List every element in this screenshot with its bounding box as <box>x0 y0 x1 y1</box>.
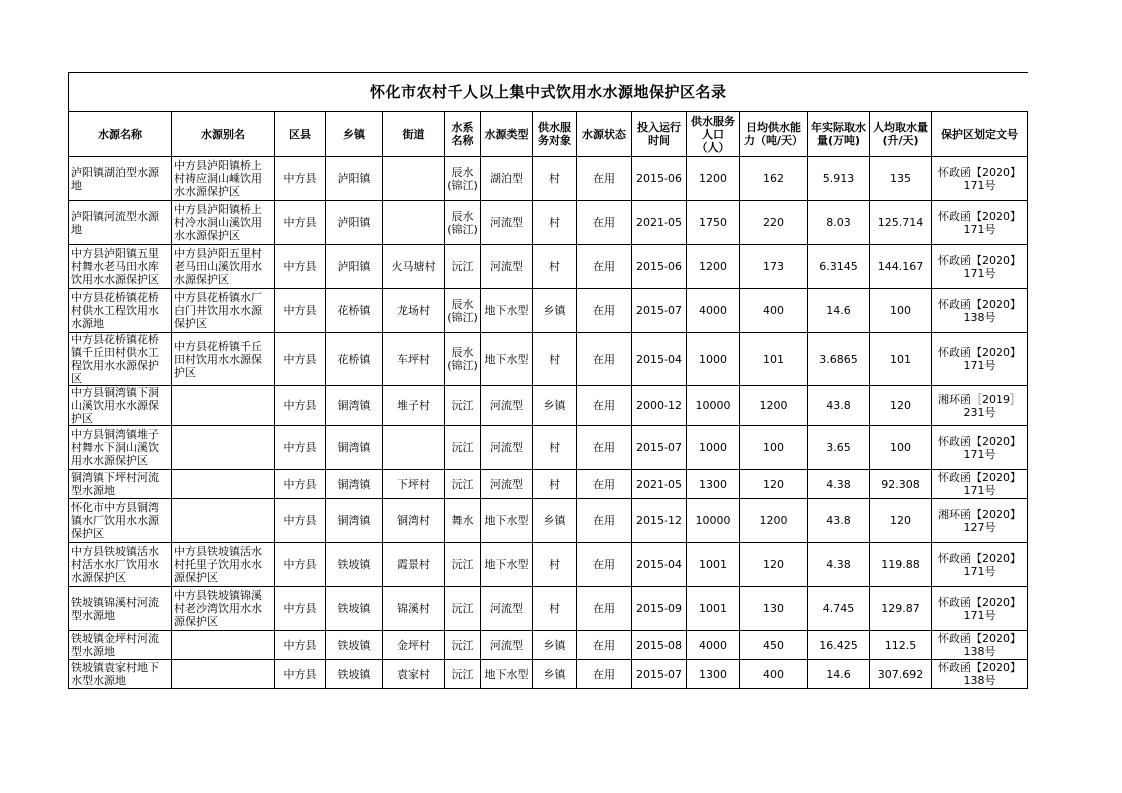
cell-annual: 3.6865 <box>808 333 870 386</box>
cell-date: 2015-12 <box>632 499 687 543</box>
cell-target: 村 <box>533 543 577 587</box>
cell-type: 河流型 <box>481 587 533 631</box>
table-row <box>69 289 1028 333</box>
column-header: 乡镇 <box>326 112 383 157</box>
cell-county: 中方县 <box>275 157 326 201</box>
cell-type: 河流型 <box>481 631 533 660</box>
cell-name: 中方县花桥镇花桥村供水工程饮用水水源地 <box>69 289 172 333</box>
cell-status: 在用 <box>577 660 632 689</box>
cell-percap: 135 <box>870 157 932 201</box>
cell-annual: 16.425 <box>808 631 870 660</box>
cell-street: 霞景村 <box>383 543 445 587</box>
cell-date: 2021-05 <box>632 201 687 245</box>
cell-alias <box>172 499 275 543</box>
cell-town: 花桥镇 <box>326 333 383 386</box>
cell-target: 村 <box>533 470 577 499</box>
table-row <box>69 587 1028 631</box>
cell-status: 在用 <box>577 201 632 245</box>
cell-street: 袁家村 <box>383 660 445 689</box>
cell-name: 中方县泸阳镇五里村舞水老马田水库饮用水水源保护区 <box>69 245 172 289</box>
cell-cap: 120 <box>740 543 808 587</box>
cell-percap: 101 <box>870 333 932 386</box>
table-row <box>69 386 1028 426</box>
column-header: 水源状态 <box>577 112 632 157</box>
cell-town: 铜湾镇 <box>326 499 383 543</box>
cell-date: 2015-07 <box>632 660 687 689</box>
cell-alias <box>172 470 275 499</box>
cell-street: 锦溪村 <box>383 587 445 631</box>
cell-annual: 3.65 <box>808 426 870 470</box>
cell-town: 铁坡镇 <box>326 660 383 689</box>
cell-alias: 中方县泸阳镇桥上村祷应洞山嵊饮用水水源保护区 <box>172 157 275 201</box>
cell-annual: 14.6 <box>808 660 870 689</box>
cell-percap: 125.714 <box>870 201 932 245</box>
cell-river: 沅江 <box>445 426 481 470</box>
table-row <box>69 245 1028 289</box>
cell-type: 地下水型 <box>481 660 533 689</box>
cell-cap: 1200 <box>740 386 808 426</box>
cell-doc: 怀政函【2020】171号 <box>932 470 1028 499</box>
cell-target: 乡镇 <box>533 499 577 543</box>
cell-status: 在用 <box>577 631 632 660</box>
cell-street: 火马塘村 <box>383 245 445 289</box>
cell-annual: 5.913 <box>808 157 870 201</box>
cell-target: 村 <box>533 333 577 386</box>
cell-date: 2000-12 <box>632 386 687 426</box>
cell-annual: 8.03 <box>808 201 870 245</box>
cell-alias <box>172 660 275 689</box>
cell-annual: 14.6 <box>808 289 870 333</box>
cell-county: 中方县 <box>275 289 326 333</box>
cell-doc: 怀政函【2020】138号 <box>932 289 1028 333</box>
cell-name: 铁坡镇袁家村地下水型水源地 <box>69 660 172 689</box>
cell-target: 乡镇 <box>533 631 577 660</box>
column-header: 日均供水能力（吨/天） <box>740 112 808 157</box>
cell-street <box>383 201 445 245</box>
cell-street: 龙场村 <box>383 289 445 333</box>
cell-name: 铁坡镇金坪村河流型水源地 <box>69 631 172 660</box>
cell-status: 在用 <box>577 333 632 386</box>
cell-river: 沅江 <box>445 631 481 660</box>
cell-alias: 中方县泸阳镇桥上村冷水洞山溪饮用水水源保护区 <box>172 201 275 245</box>
cell-town: 泸阳镇 <box>326 245 383 289</box>
cell-status: 在用 <box>577 157 632 201</box>
cell-street: 堆子村 <box>383 386 445 426</box>
cell-target: 乡镇 <box>533 386 577 426</box>
cell-status: 在用 <box>577 245 632 289</box>
cell-name: 铜湾镇下坪村河流型水源地 <box>69 470 172 499</box>
column-header: 供水服务对象 <box>533 112 577 157</box>
cell-doc: 怀政函【2020】171号 <box>932 333 1028 386</box>
cell-status: 在用 <box>577 499 632 543</box>
cell-county: 中方县 <box>275 587 326 631</box>
table-row <box>69 201 1028 245</box>
cell-river: 辰水(锦江) <box>445 289 481 333</box>
cell-status: 在用 <box>577 289 632 333</box>
table-body <box>69 157 1028 689</box>
column-header: 水源名称 <box>69 112 172 157</box>
cell-street: 车坪村 <box>383 333 445 386</box>
table-row <box>69 660 1028 689</box>
cell-pop: 1001 <box>687 587 740 631</box>
cell-annual: 43.8 <box>808 386 870 426</box>
table-row <box>69 157 1028 201</box>
column-header: 投入运行时间 <box>632 112 687 157</box>
cell-alias: 中方县铁坡镇锦溪村老沙湾饮用水水源保护区 <box>172 587 275 631</box>
cell-date: 2015-07 <box>632 289 687 333</box>
cell-alias <box>172 426 275 470</box>
cell-name: 泸阳镇河流型水源地 <box>69 201 172 245</box>
cell-street <box>383 426 445 470</box>
cell-alias: 中方县花桥镇千丘田村饮用水水源保护区 <box>172 333 275 386</box>
cell-pop: 4000 <box>687 289 740 333</box>
cell-pop: 4000 <box>687 631 740 660</box>
cell-cap: 450 <box>740 631 808 660</box>
cell-river: 沅江 <box>445 245 481 289</box>
cell-target: 村 <box>533 426 577 470</box>
table-row <box>69 631 1028 660</box>
cell-county: 中方县 <box>275 543 326 587</box>
cell-target: 村 <box>533 201 577 245</box>
cell-river: 沅江 <box>445 587 481 631</box>
cell-type: 河流型 <box>481 201 533 245</box>
cell-percap: 120 <box>870 499 932 543</box>
cell-date: 2015-04 <box>632 543 687 587</box>
cell-town: 铜湾镇 <box>326 386 383 426</box>
cell-type: 地下水型 <box>481 543 533 587</box>
cell-doc: 湘环函【2020】127号 <box>932 499 1028 543</box>
column-header: 保护区划定文号 <box>932 112 1028 157</box>
cell-name: 中方县花桥镇花桥镇千丘田村供水工程饮用水水源保护区 <box>69 333 172 386</box>
table-row <box>69 333 1028 386</box>
cell-cap: 400 <box>740 289 808 333</box>
cell-cap: 100 <box>740 426 808 470</box>
cell-county: 中方县 <box>275 386 326 426</box>
cell-percap: 119.88 <box>870 543 932 587</box>
cell-date: 2015-07 <box>632 426 687 470</box>
cell-date: 2021-05 <box>632 470 687 499</box>
cell-alias: 中方县铁坡镇活水村托里子饮用水水源保护区 <box>172 543 275 587</box>
cell-type: 地下水型 <box>481 499 533 543</box>
cell-name: 怀化市中方县铜湾镇水厂饮用水水源保护区 <box>69 499 172 543</box>
cell-street: 铜湾村 <box>383 499 445 543</box>
cell-river: 沅江 <box>445 660 481 689</box>
cell-alias: 中方县泸阳五里村老马田山溪饮用水水源保护区 <box>172 245 275 289</box>
cell-target: 乡镇 <box>533 289 577 333</box>
cell-percap: 144.167 <box>870 245 932 289</box>
cell-type: 地下水型 <box>481 289 533 333</box>
cell-name: 中方县铁坡镇活水村活水水厂饮用水水源保护区 <box>69 543 172 587</box>
cell-annual: 43.8 <box>808 499 870 543</box>
cell-target: 村 <box>533 587 577 631</box>
cell-street: 金坪村 <box>383 631 445 660</box>
column-header: 水系名称 <box>445 112 481 157</box>
cell-doc: 怀政函【2020】171号 <box>932 157 1028 201</box>
cell-annual: 4.38 <box>808 543 870 587</box>
cell-pop: 1000 <box>687 333 740 386</box>
table-row <box>69 426 1028 470</box>
cell-percap: 92.308 <box>870 470 932 499</box>
cell-name: 泸阳镇湖泊型水源地 <box>69 157 172 201</box>
cell-county: 中方县 <box>275 426 326 470</box>
cell-pop: 1300 <box>687 470 740 499</box>
cell-pop: 1000 <box>687 426 740 470</box>
cell-river: 沅江 <box>445 543 481 587</box>
cell-town: 泸阳镇 <box>326 201 383 245</box>
cell-cap: 400 <box>740 660 808 689</box>
cell-town: 铜湾镇 <box>326 470 383 499</box>
cell-cap: 162 <box>740 157 808 201</box>
cell-status: 在用 <box>577 587 632 631</box>
cell-doc: 怀政函【2020】171号 <box>932 426 1028 470</box>
cell-annual: 6.3145 <box>808 245 870 289</box>
cell-doc: 怀政函【2020】171号 <box>932 245 1028 289</box>
cell-street: 下坪村 <box>383 470 445 499</box>
cell-doc: 怀政函【2020】138号 <box>932 660 1028 689</box>
cell-county: 中方县 <box>275 245 326 289</box>
cell-type: 河流型 <box>481 426 533 470</box>
column-header: 年实际取水量(万吨) <box>808 112 870 157</box>
table-row <box>69 470 1028 499</box>
cell-pop: 10000 <box>687 499 740 543</box>
cell-cap: 173 <box>740 245 808 289</box>
cell-annual: 4.38 <box>808 470 870 499</box>
column-header: 水源别名 <box>172 112 275 157</box>
column-header: 水源类型 <box>481 112 533 157</box>
cell-cap: 130 <box>740 587 808 631</box>
cell-percap: 307.692 <box>870 660 932 689</box>
cell-date: 2015-04 <box>632 333 687 386</box>
cell-percap: 129.87 <box>870 587 932 631</box>
table-title: 怀化市农村千人以上集中式饮用水水源地保护区名录 <box>69 73 1028 112</box>
cell-alias: 中方县花桥镇水厂白门井饮用水水源保护区 <box>172 289 275 333</box>
table-row <box>69 543 1028 587</box>
cell-doc: 怀政函【2020】171号 <box>932 201 1028 245</box>
cell-pop: 1750 <box>687 201 740 245</box>
cell-alias <box>172 631 275 660</box>
cell-county: 中方县 <box>275 631 326 660</box>
cell-status: 在用 <box>577 386 632 426</box>
cell-doc: 怀政函【2020】171号 <box>932 587 1028 631</box>
cell-river: 沅江 <box>445 386 481 426</box>
cell-pop: 1001 <box>687 543 740 587</box>
cell-type: 地下水型 <box>481 333 533 386</box>
cell-town: 铁坡镇 <box>326 587 383 631</box>
cell-street <box>383 157 445 201</box>
header-row <box>69 112 1028 157</box>
cell-type: 湖泊型 <box>481 157 533 201</box>
cell-river: 辰水(锦江) <box>445 157 481 201</box>
cell-type: 河流型 <box>481 245 533 289</box>
cell-town: 铁坡镇 <box>326 543 383 587</box>
cell-date: 2015-08 <box>632 631 687 660</box>
cell-target: 乡镇 <box>533 660 577 689</box>
cell-date: 2015-06 <box>632 157 687 201</box>
cell-target: 村 <box>533 157 577 201</box>
cell-county: 中方县 <box>275 470 326 499</box>
cell-town: 铜湾镇 <box>326 426 383 470</box>
cell-date: 2015-06 <box>632 245 687 289</box>
cell-county: 中方县 <box>275 333 326 386</box>
cell-cap: 101 <box>740 333 808 386</box>
cell-river: 辰水(锦江) <box>445 333 481 386</box>
cell-percap: 100 <box>870 426 932 470</box>
cell-pop: 10000 <box>687 386 740 426</box>
cell-name: 中方县铜湾镇堆子村舞水下洞山溪饮用水水源保护区 <box>69 426 172 470</box>
cell-status: 在用 <box>577 426 632 470</box>
column-header: 供水服务人口（人） <box>687 112 740 157</box>
cell-percap: 100 <box>870 289 932 333</box>
cell-river: 辰水(锦江) <box>445 201 481 245</box>
cell-target: 村 <box>533 245 577 289</box>
column-header: 人均取水量(升/天) <box>870 112 932 157</box>
cell-pop: 1200 <box>687 157 740 201</box>
cell-type: 河流型 <box>481 470 533 499</box>
cell-percap: 112.5 <box>870 631 932 660</box>
cell-county: 中方县 <box>275 660 326 689</box>
table-row <box>69 499 1028 543</box>
cell-cap: 220 <box>740 201 808 245</box>
cell-river: 沅江 <box>445 470 481 499</box>
column-header: 街道 <box>383 112 445 157</box>
cell-date: 2015-09 <box>632 587 687 631</box>
cell-type: 河流型 <box>481 386 533 426</box>
cell-town: 泸阳镇 <box>326 157 383 201</box>
cell-name: 中方县铜湾镇下洞山溪饮用水水源保护区 <box>69 386 172 426</box>
cell-pop: 1200 <box>687 245 740 289</box>
cell-status: 在用 <box>577 543 632 587</box>
cell-river: 舞水 <box>445 499 481 543</box>
cell-alias <box>172 386 275 426</box>
cell-pop: 1300 <box>687 660 740 689</box>
cell-town: 铁坡镇 <box>326 631 383 660</box>
cell-cap: 1200 <box>740 499 808 543</box>
cell-name: 铁坡镇锦溪村河流型水源地 <box>69 587 172 631</box>
column-header: 区县 <box>275 112 326 157</box>
spreadsheet <box>68 72 1027 689</box>
cell-town: 花桥镇 <box>326 289 383 333</box>
cell-doc: 湘环函［2019］231号 <box>932 386 1028 426</box>
cell-doc: 怀政函【2020】138号 <box>932 631 1028 660</box>
cell-doc: 怀政函【2020】171号 <box>932 543 1028 587</box>
cell-annual: 4.745 <box>808 587 870 631</box>
cell-status: 在用 <box>577 470 632 499</box>
cell-county: 中方县 <box>275 499 326 543</box>
water-source-table <box>68 72 1028 689</box>
cell-percap: 120 <box>870 386 932 426</box>
cell-county: 中方县 <box>275 201 326 245</box>
cell-cap: 120 <box>740 470 808 499</box>
